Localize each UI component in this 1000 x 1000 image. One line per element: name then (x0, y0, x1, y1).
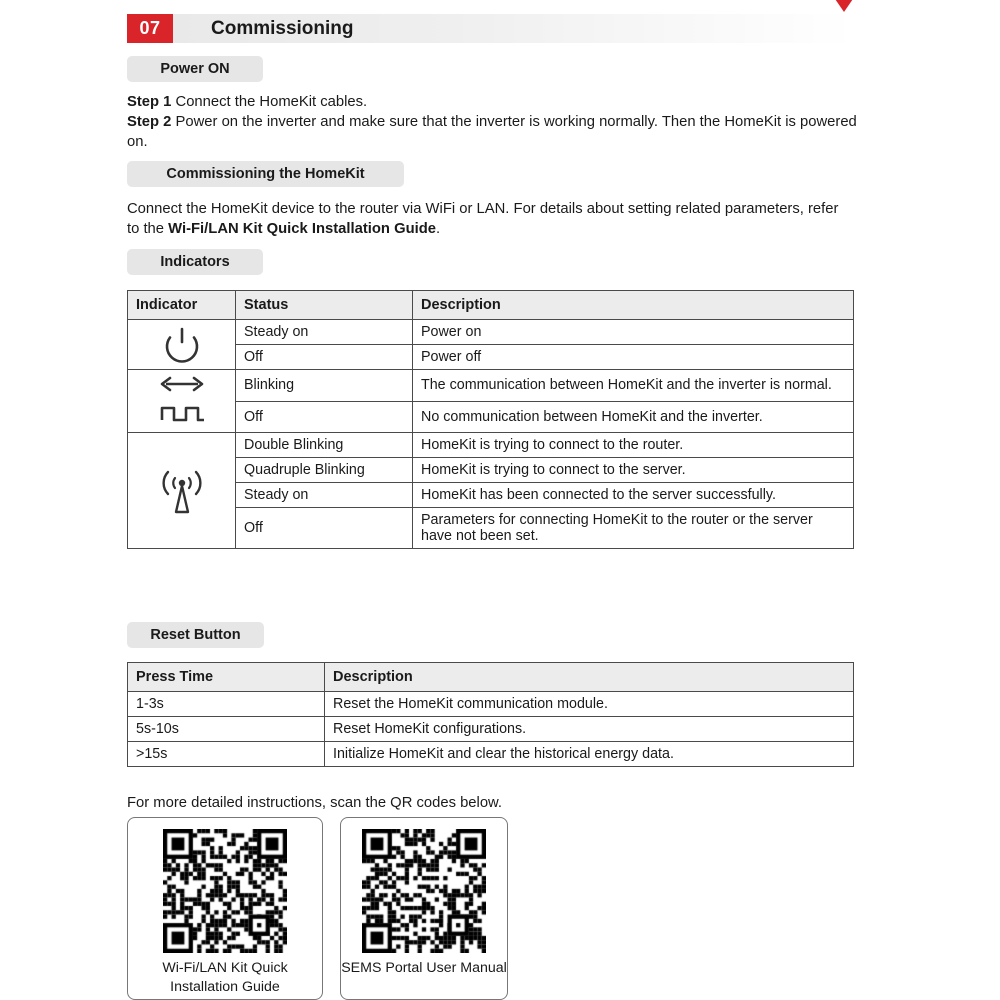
description-cell: No communication between HomeKit and the inverter. (413, 401, 854, 433)
status-cell: Steady on (236, 483, 413, 508)
step1-label: Step 1 (127, 94, 172, 110)
table-row (128, 717, 854, 742)
table-row (128, 320, 854, 345)
description-cell: Reset HomeKit configurations. (325, 717, 854, 742)
qr-box-wifi-lan-guide[interactable] (127, 817, 323, 1000)
table-row (128, 458, 854, 483)
status-cell: Blinking (236, 370, 413, 402)
description-cell: Power off (413, 345, 854, 370)
press-time-cell: >15s (128, 742, 325, 767)
indicators-table (127, 290, 854, 549)
indicator-power-cell (128, 320, 236, 370)
power-icon (128, 324, 235, 366)
indicator-signal-cell (128, 433, 236, 549)
qr-code-image-sems-portal-manual (362, 829, 486, 953)
description-cell: Initialize HomeKit and clear the historical energy data. (325, 742, 854, 767)
section-header (127, 14, 854, 43)
col-status: Status (236, 291, 413, 320)
col-indicator: Indicator (128, 291, 236, 320)
table-row (128, 692, 854, 717)
step1-text: Connect the HomeKit cables. (171, 94, 368, 110)
table-row (128, 483, 854, 508)
status-cell: Quadruple Blinking (236, 458, 413, 483)
commissioning-text-bold: Wi-Fi/LAN Kit Quick Installation Guide (168, 221, 437, 237)
table-header-row (128, 291, 854, 320)
table-row (128, 433, 854, 458)
reset-button-pill: Reset Button (127, 622, 264, 648)
qr-code-image-wifi-lan-guide (163, 829, 287, 953)
description-cell: Parameters for connecting HomeKit to the router or the server have not been set. (413, 508, 854, 549)
commissioning-text-part2: . (436, 221, 441, 237)
qr-caption-wifi-lan-guide: Wi-Fi/LAN Kit Quick Installation Guide (162, 960, 288, 995)
table-header-row (128, 663, 854, 692)
indicators-pill: Indicators (127, 249, 263, 275)
communication-icon (128, 370, 235, 432)
press-time-cell: 5s-10s (128, 717, 325, 742)
power-on-pill: Power ON (127, 56, 263, 82)
status-cell: Off (236, 508, 413, 549)
description-cell: HomeKit is trying to connect to the server. (413, 458, 854, 483)
commissioning-text-part1: Connect the HomeKit device to the router via WiFi or LAN. For details about setting related parameters, refer to the (127, 201, 839, 237)
power-on-steps (127, 92, 857, 152)
description-cell: Reset the HomeKit communication module. (325, 692, 854, 717)
section-number: 07 (127, 14, 173, 43)
col-press-time: Press Time (128, 663, 325, 692)
status-cell: Steady on (236, 320, 413, 345)
page-corner-marker-icon (833, 0, 855, 12)
qr-caption-sems-portal-manual: SEMS Portal User Manual (341, 960, 507, 976)
qr-box-sems-portal-manual[interactable] (340, 817, 508, 1000)
press-time-cell: 1-3s (128, 692, 325, 717)
status-cell: Double Blinking (236, 433, 413, 458)
status-cell: Off (236, 401, 413, 433)
commissioning-paragraph (127, 199, 847, 239)
table-row (128, 345, 854, 370)
step2-label: Step 2 (127, 114, 172, 130)
status-cell: Off (236, 345, 413, 370)
commissioning-pill: Commissioning the HomeKit (127, 161, 404, 187)
reset-button-table (127, 662, 854, 767)
table-row (128, 401, 854, 433)
section-title: Commissioning (211, 17, 354, 39)
signal-antenna-icon (128, 464, 235, 518)
indicator-communication-cell (128, 370, 236, 433)
table-row (128, 370, 854, 402)
table-row (128, 508, 854, 549)
col-description: Description (413, 291, 854, 320)
description-cell: The communication between HomeKit and the inverter is normal. (413, 370, 854, 402)
description-cell: Power on (413, 320, 854, 345)
step2-text: Power on the inverter and make sure that the inverter is working normally. Then the HomeKit is powered on. (127, 114, 857, 150)
description-cell: HomeKit is trying to connect to the router. (413, 433, 854, 458)
col-description: Description (325, 663, 854, 692)
table-row (128, 742, 854, 767)
qr-intro-text: For more detailed instructions, scan the QR codes below. (127, 795, 503, 811)
description-cell: HomeKit has been connected to the server successfully. (413, 483, 854, 508)
